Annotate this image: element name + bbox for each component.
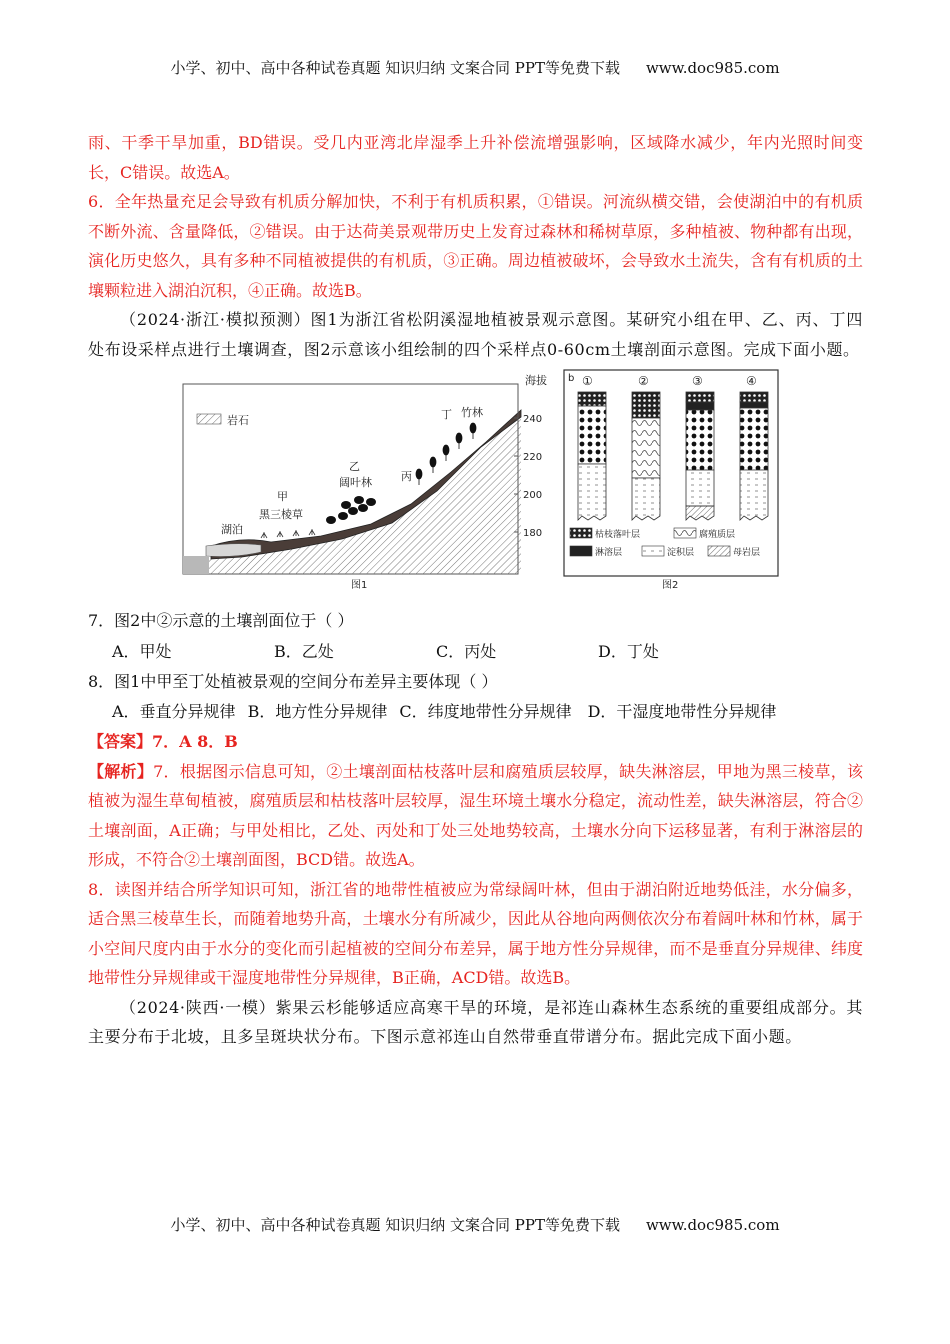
q7-option-a: A．甲处 (112, 641, 172, 661)
legend-swatch-illuvial (642, 546, 664, 556)
header-text: 小学、初中、高中各种试卷真题 知识归纳 文案合同 PPT等免费下载 (170, 59, 620, 77)
ding-vegetation-label: 竹林 (461, 406, 483, 419)
soil-column-4 (740, 392, 768, 520)
figures (88, 370, 863, 600)
q7-option-b: B．乙处 (274, 641, 334, 661)
q8-option-d: D．干湿度地带性分异规律 (587, 702, 777, 721)
footer-site: www.doc985.com (645, 1216, 780, 1234)
figure-1-vegetation-profile (181, 370, 556, 600)
figure-1-caption: 图1 (351, 580, 368, 591)
left-base (183, 556, 209, 574)
tick-label-220: 220 (523, 452, 543, 463)
question-intro-shaanxi: （2024·陕西·一模）紫果云杉能够适应高寒干旱的环境，是祁连山森林生态系统的重要组成部分。其主要分布于北坡，且多呈斑块状分布。下图示意祁连山自然带垂直带谱分布。据此完成下面小题。 (88, 997, 863, 1046)
legend-label-illuvial: 淀积层 (667, 548, 695, 558)
analysis-q6: 6．全年热量充足会导致有机质分解加快，不利于有机质积累，①错误。河流纵横交错，会使湖泊中的有机质不断外流、含量降低，②错误。由于达荷美景观带历史上发育过森林和稀树草原，多种植被、物种都有出现，演化历史悠久，具有多种不同植被提供的有机质，③正确。周边植被破坏，会导致水土流失，含有有机质的土壤颗粒进入湖泊沉积，④正确。故选B。 (88, 192, 863, 300)
q8-option-b: B．地方性分异规律 (247, 702, 388, 721)
q8-option-c: C．纬度地带性分异规律 (399, 702, 572, 721)
rock-legend-label: 岩石 (227, 414, 249, 427)
legend-swatch-litter (570, 528, 592, 538)
tick-label-180: 180 (523, 528, 543, 539)
site-ding-label: 丁 (441, 408, 452, 421)
site-bing-label: 丙 (401, 470, 412, 483)
broadleaf-trees (326, 496, 376, 524)
question-7-options (88, 636, 863, 667)
question-8-stem: 8．图1中甲至丁处植被景观的空间分布差异主要体现（ ） (88, 671, 498, 691)
site-yi-label: 乙 (349, 460, 360, 473)
analysis-q7 (88, 757, 863, 875)
tick-label-240: 240 (523, 414, 543, 425)
column-1-label: ① (582, 374, 593, 388)
column-2-label: ② (638, 374, 649, 388)
lake-label: 湖泊 (221, 523, 243, 536)
figure-2-caption: 图2 (662, 580, 679, 591)
answer-line (88, 727, 863, 757)
analysis-q8: 8．读图并结合所学知识可知，浙江省的地带性植被应为常绿阔叶林，但由于湖泊附近地势低洼，水分偏多，适合黑三棱草生长，而随着地势升高，土壤水分有所减少，因此从谷地向两侧依次分布着阔叶林和竹林，属于小空间尺度内由于水分的变化而引起植被的空间分布差异，属于地方性分异规律，而不是垂直分异规律、纬度地带性分异规律或干湿度地带性分异规律，B正确，ACD错。故选B。 (88, 879, 863, 987)
main-content (88, 128, 863, 1052)
site-jia-label: 甲 (277, 490, 288, 503)
figure-2-letter: b (568, 373, 575, 384)
column-3-label: ③ (692, 374, 703, 388)
grass-symbols (261, 529, 315, 538)
legend-label-eluvial: 淋溶层 (595, 548, 623, 558)
yi-vegetation-label: 阔叶林 (339, 476, 372, 489)
column-4-label: ④ (746, 374, 757, 388)
elevation-label: 海拔 (525, 374, 547, 387)
legend-swatch-bedrock (708, 546, 730, 556)
legend-label-bedrock: 母岩层 (733, 548, 761, 558)
soil-column-1 (578, 392, 606, 520)
jia-vegetation-label: 黑三棱草 (259, 508, 303, 521)
footer-text: 小学、初中、高中各种试卷真题 知识归纳 文案合同 PPT等免费下载 (170, 1216, 620, 1234)
question-8-options (88, 696, 863, 727)
prev-analysis-continuation: 雨、干季干旱加重，BD错误。受几内亚湾北岸湿季上升补偿流增强影响，区域降水减少，年内光照时间变长，C错误。故选A。 (88, 133, 863, 182)
legend-swatch-humus (674, 528, 696, 538)
tick-label-200: 200 (523, 490, 543, 501)
legend-swatch-eluvial (570, 546, 592, 556)
page-header (0, 57, 950, 78)
page-footer (0, 1214, 950, 1235)
figure-2-soil-profiles (562, 368, 782, 598)
legend-label-litter: 枯枝落叶层 (595, 530, 641, 540)
answer-text: 7．A 8．B (152, 732, 238, 751)
q8-option-a: A．垂直分异规律 (112, 702, 236, 721)
rock-legend-swatch (197, 414, 221, 424)
answer-tag: 【答案】 (88, 732, 153, 751)
question-intro-zhejiang: （2024·浙江·模拟预测）图1为浙江省松阴溪湿地植被景观示意图。某研究小组在甲、乙、丙、丁四处布设采样点进行土壤调查，图2示意该小组绘制的四个采样点0-60cm土壤剖面示意图。完成下面小题。 (88, 310, 863, 359)
legend-label-humus: 腐殖质层 (699, 530, 736, 540)
q7-option-d: D．丁处 (598, 641, 659, 661)
header-site: www.doc985.com (645, 59, 780, 77)
soil-column-3 (686, 392, 714, 520)
question-7-stem: 7．图2中②示意的土壤剖面位于（ ） (88, 611, 354, 630)
q7-option-c: C．丙处 (436, 641, 497, 661)
analysis-q7-text: 7．根据图示信息可知，②土壤剖面枯枝落叶层和腐殖质层较厚，缺失淋溶层，甲地为黑三棱草，该植被为湿生草甸植被，腐殖质层和枯枝落叶层较厚，湿生环境土壤水分稳定，流动性差，缺失淋溶层，符合②土壤剖面，A正确；与甲处相比，乙处、丙处和丁处三处地势较高，土壤水分向下运移显著，有利于淋溶层的形成，不符合②土壤剖面图，BCD错。故选A。 (88, 761, 863, 869)
soil-column-2 (632, 392, 660, 520)
analysis-tag: 【解析】 (88, 761, 154, 781)
